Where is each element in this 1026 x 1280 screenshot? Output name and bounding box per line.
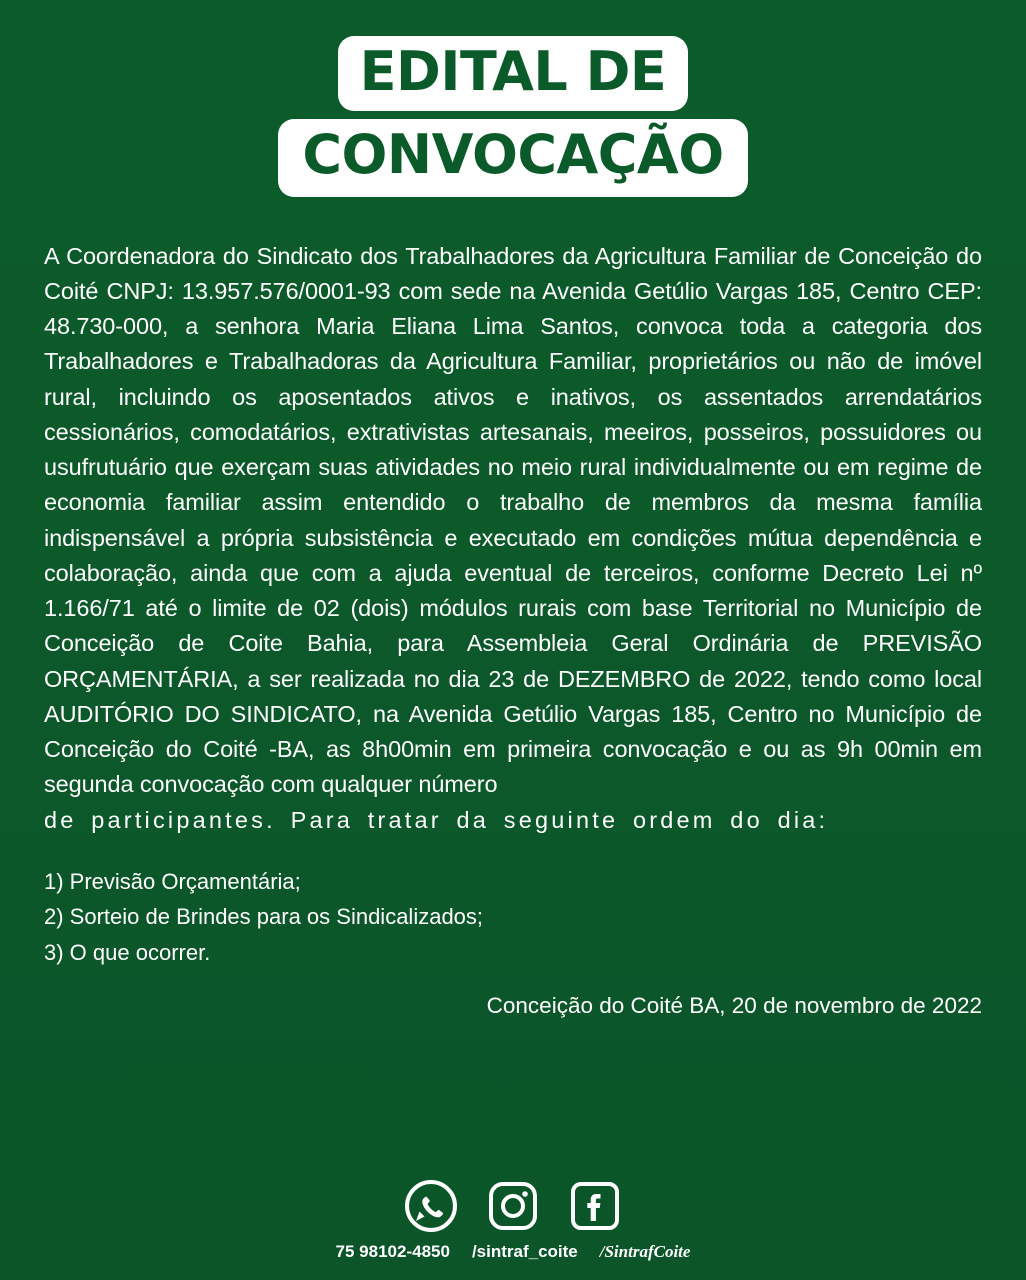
- page-title: [0, 0, 1026, 205]
- edital-closing-line: de participantes. Para tratar da seguinte ordem do dia:: [44, 806, 829, 833]
- facebook-handle[interactable]: /SintrafCoite: [599, 1242, 691, 1261]
- edital-main-paragraph: A Coordenadora do Sindicato dos Trabalhadores da Agricultura Familiar de Conceição do Coité CNPJ: 13.957.576/0001-93 com sede na Avenida Getúlio Vargas 185, Centro CEP: 48.730-000, a senhora Maria Eliana Lima Santos, convoca toda a categoria dos Trabalhadores e Trabalhadoras da Agricultura Familiar, proprietários ou não de imóvel rural, incluindo os aposentados ativos e inativos, os assentados arrendatários cessionários, comodatários, extrativistas artesanais, meeiros, posseiros, possuidores ou usufrutuário que exerçam suas atividades no meio rural individualmente ou em regime de economia familiar assim entendido o trabalho de membros da mesma família indispensável a própria subsistência e executado em condições mútua dependência e colaboração, ainda que com a ajuda eventual de terceiros, conforme Decreto Lei nº 1.166/71 até o limite de 02 (dois) módulos rurais com base Territorial no Município de Conceição de Coite Bahia, para Assembleia Geral Ordinária de PREVISÃO ORÇAMENTÁRIA, a ser realizada no dia 23 de DEZEMBRO de 2022, tendo como local AUDITÓRIO DO SINDICATO, na Avenida Getúlio Vargas 185, Centro no Município de Conceição do Coité -BA, as 8h00min em primeira convocação e ou as 9h 00min em segunda convocação com qualquer número: [44, 242, 982, 798]
- instagram-handle[interactable]: /sintraf_coite: [471, 1242, 578, 1261]
- phone-number: 75 98102-4850: [335, 1242, 450, 1261]
- place-and-date: Conceição do Coité BA, 20 de novembro de 2022: [486, 992, 982, 1018]
- list-item: 2) Sorteio de Brindes para os Sindicalizados;: [44, 904, 484, 930]
- footer: [0, 1178, 1026, 1262]
- list-item: 3) O que ocorrer.: [44, 940, 211, 966]
- title-line-1: EDITAL DE: [344, 42, 683, 105]
- social-handles-row: [0, 1242, 1026, 1262]
- list-item: 1) Previsão Orçamentária;: [44, 868, 301, 894]
- agenda-list: [44, 864, 982, 971]
- social-icons-row: [0, 1178, 1026, 1234]
- facebook-icon[interactable]: [567, 1178, 623, 1234]
- instagram-icon[interactable]: [485, 1178, 541, 1234]
- edital-body-text: [44, 239, 982, 838]
- whatsapp-icon[interactable]: [403, 1178, 459, 1234]
- title-line-2: CONVOCAÇÃO: [284, 125, 741, 190]
